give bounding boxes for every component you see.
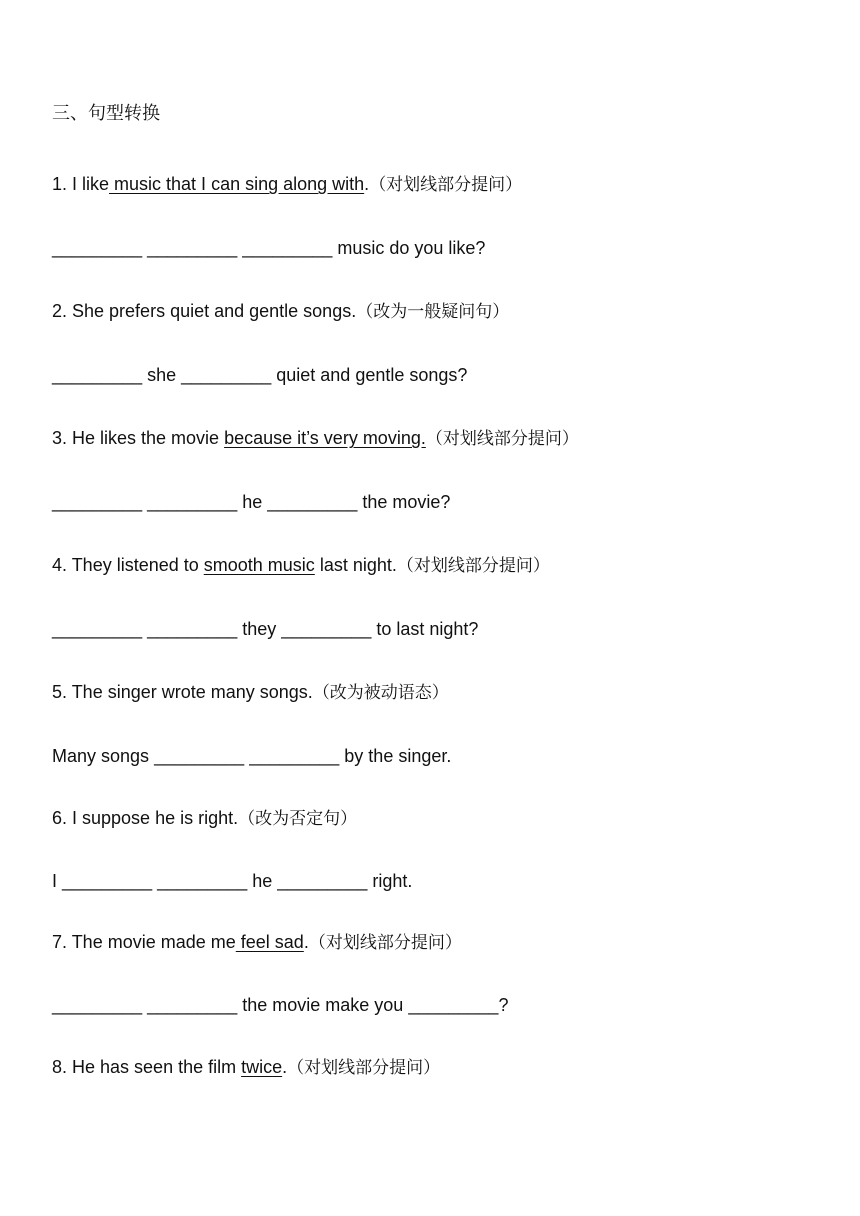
question-7 xyxy=(52,930,462,955)
question-8-underlined: twice xyxy=(241,1057,283,1077)
answer-6-text: right. xyxy=(367,871,413,891)
answer-4-mid: they xyxy=(237,619,282,639)
answer-blank[interactable]: _________ xyxy=(52,619,143,639)
answer-1-text: music do you like? xyxy=(332,238,486,258)
answer-2 xyxy=(52,363,467,387)
question-1-instruction: （对划线部分提问） xyxy=(369,175,523,195)
question-5-instruction: （改为被动语态） xyxy=(312,683,449,703)
answer-blank[interactable]: _________ xyxy=(52,238,143,258)
answer-4 xyxy=(52,617,478,641)
answer-7-mid: the movie make you xyxy=(237,995,409,1015)
answer-7-text: ? xyxy=(498,995,509,1015)
question-7-text: 7. The movie made me xyxy=(52,932,236,952)
answer-2-mid: she xyxy=(142,365,182,385)
question-8-instruction: （对划线部分提问） xyxy=(287,1058,441,1078)
answer-blank[interactable]: _________ xyxy=(52,492,143,512)
answer-5-text: by the singer. xyxy=(339,746,452,766)
answer-blank[interactable]: _________ xyxy=(62,871,153,891)
answer-blank[interactable]: _________ xyxy=(147,492,238,512)
question-4-text: 4. They listened to xyxy=(52,555,204,575)
question-1 xyxy=(52,172,522,197)
question-7-end: . xyxy=(303,932,309,952)
question-4 xyxy=(52,553,550,578)
answer-7 xyxy=(52,993,508,1017)
answer-blank[interactable]: _________ xyxy=(249,746,340,766)
answer-blank[interactable]: _________ xyxy=(52,365,143,385)
question-1-text: 1. I like xyxy=(52,174,110,194)
answer-blank[interactable]: _________ xyxy=(181,365,272,385)
answer-blank[interactable]: _________ xyxy=(154,746,245,766)
question-4-instruction: （对划线部分提问） xyxy=(396,556,550,576)
question-1-underlined: music that I can sing along with xyxy=(109,174,365,194)
question-7-underlined: feel sad xyxy=(235,932,304,952)
answer-1 xyxy=(52,236,485,260)
question-8 xyxy=(52,1055,440,1080)
answer-blank[interactable]: _________ xyxy=(147,995,238,1015)
question-2 xyxy=(52,299,509,324)
section-title: 三、句型转换 xyxy=(52,103,160,124)
answer-blank[interactable]: _________ xyxy=(147,619,238,639)
answer-5-lead: Many songs xyxy=(52,746,155,766)
question-2-text: 2. She prefers quiet and gentle songs. xyxy=(52,301,357,321)
question-3 xyxy=(52,426,579,451)
question-6-instruction: （改为否定句） xyxy=(238,809,358,829)
answer-6-mid: he xyxy=(247,871,278,891)
answer-3-text: the movie? xyxy=(357,492,451,512)
question-3-instruction: （对划线部分提问） xyxy=(425,429,579,449)
question-5 xyxy=(52,680,449,705)
question-3-underlined: because it’s very moving. xyxy=(224,428,426,448)
question-6-text: 6. I suppose he is right. xyxy=(52,808,239,828)
question-3-text: 3. He likes the movie xyxy=(52,428,225,448)
answer-6-lead: I xyxy=(52,871,63,891)
answer-blank[interactable]: _________ xyxy=(52,995,143,1015)
answer-3-mid: he xyxy=(237,492,268,512)
answer-blank[interactable]: _________ xyxy=(147,238,238,258)
answer-blank[interactable]: _________ xyxy=(157,871,248,891)
question-4-end: last night. xyxy=(314,555,397,575)
answer-6 xyxy=(52,869,412,893)
answer-4-text: to last night? xyxy=(371,619,479,639)
answer-blank[interactable]: _________ xyxy=(281,619,372,639)
question-8-text: 8. He has seen the film xyxy=(52,1057,242,1077)
answer-blank[interactable]: _________ xyxy=(277,871,368,891)
answer-blank[interactable]: _________ xyxy=(242,238,333,258)
question-1-end: . xyxy=(364,174,370,194)
answer-2-text: quiet and gentle songs? xyxy=(271,365,468,385)
answer-5 xyxy=(52,744,451,768)
answer-3 xyxy=(52,490,450,514)
question-6 xyxy=(52,806,357,831)
question-4-underlined: smooth music xyxy=(203,555,315,575)
question-7-instruction: （对划线部分提问） xyxy=(308,933,462,953)
question-5-text: 5. The singer wrote many songs. xyxy=(52,682,313,702)
answer-blank[interactable]: _________ xyxy=(408,995,499,1015)
question-2-instruction: （改为一般疑问句） xyxy=(356,302,510,322)
question-8-end: . xyxy=(282,1057,288,1077)
answer-blank[interactable]: _________ xyxy=(267,492,358,512)
